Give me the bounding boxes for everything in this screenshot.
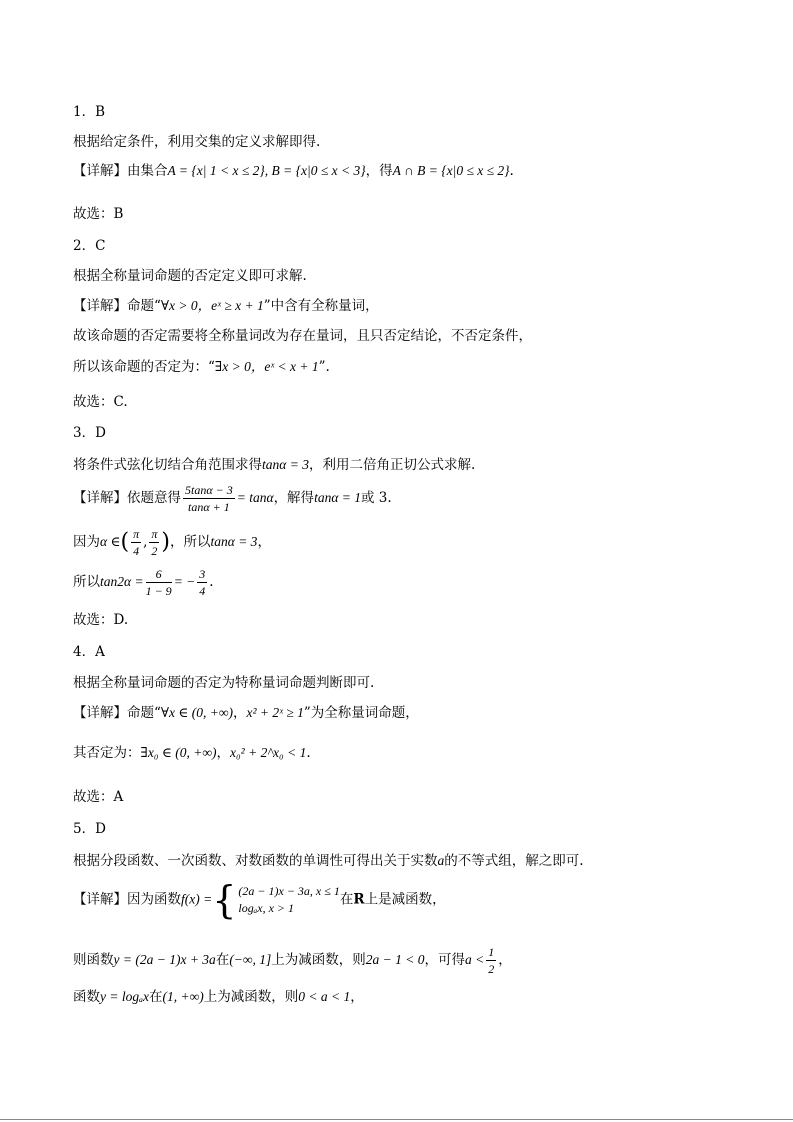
page-bottom-divider	[0, 1119, 793, 1120]
q1-hint: 根据给定条件，利用交集的定义求解即得.	[73, 134, 321, 150]
q3-fraction-1	[183, 484, 235, 513]
q3-line2: 因为α ∈( $\frac{\pi}{4}$ , $\frac{\pi}{2}$ )，所以tanα = 3，	[73, 527, 271, 558]
q3-frac1-num: 5tanα − 3	[185, 483, 233, 497]
q5-line2-math-4: a <	[465, 952, 485, 967]
detail-label: 【详解】	[73, 705, 127, 721]
q5-answer: 5．D	[73, 821, 106, 837]
q3-pi4-num: π	[133, 527, 140, 541]
q5-line3-math-1: y = logₐx	[100, 989, 150, 1004]
q3-fraction-3	[197, 568, 207, 597]
q4-choice: 故选：A	[73, 789, 124, 805]
q1-detail	[73, 164, 514, 179]
piecewise-brace: {	[212, 878, 237, 922]
q3-line3-math-1: tan2α =	[100, 574, 144, 589]
q3-frac3-den: 4	[199, 584, 206, 598]
q1-math-1: A = {x| 1 < x ≤ 2}, B = {x|0 ≤ x < 3}	[167, 163, 366, 178]
q3-fraction-2	[146, 568, 172, 597]
detail-label: 【详解】	[73, 298, 127, 314]
q3-frac2-den: 1 − 9	[145, 584, 172, 598]
q3-hint-math: tanα = 3	[262, 457, 309, 472]
q3-line3-math-2: = −	[173, 574, 196, 589]
q5-text-1: 因为函数	[127, 891, 181, 908]
q3-math-2: tanα = 1	[314, 490, 362, 505]
q2-choice: 故选：C.	[73, 394, 128, 410]
detail-label: 【详解】	[73, 490, 127, 506]
q3-frac3-num: 3	[199, 567, 206, 581]
q5-line2-math-2: (−∞, 1]	[229, 952, 272, 967]
q5-hint-text-1: 根据分段函数、一次函数、对数函数的单调性可得出关于实数	[73, 853, 438, 869]
q4-hint: 根据全称量词命题的否定为特称量词命题判断即可.	[73, 675, 375, 691]
q1-detail-text-1: 由集合	[127, 163, 168, 179]
q2-detail	[73, 299, 379, 314]
close-paren: )	[161, 529, 170, 555]
q4-text-1: 命题“	[127, 705, 161, 721]
q4-line2-math-1: ∃x₀ ∈ (0, +∞)	[140, 745, 217, 760]
q3-text-3: 或 3.	[361, 490, 392, 506]
q2-text-2: ”中含有全称量词，	[263, 298, 379, 314]
q3-line2-math-2: tanα = 3	[210, 534, 258, 549]
q3-text-2: ，解得	[273, 490, 315, 506]
q5-frac-half	[486, 946, 496, 975]
q1-detail-text-2: ，得	[365, 163, 393, 179]
q3-line2-math-1: α ∈	[100, 534, 121, 549]
detail-label: 【详解】	[73, 163, 127, 179]
q5-line3-text-2: 在	[149, 989, 163, 1005]
q3-pi2-den: 2	[151, 544, 158, 558]
q3-line2-text-1: 因为	[73, 534, 100, 550]
q2-line2: 故该命题的否定需要将全称量词改为存在量词，且只否定结论，不否定条件，	[73, 328, 532, 344]
q3-line2-text-2: ，所以	[169, 534, 211, 550]
q5-line3-text-3: 上为减函数，则	[203, 989, 299, 1005]
q3-text-1: 依题意得	[127, 490, 181, 506]
q5-line3-math-3: 0 < a < 1	[298, 989, 351, 1004]
q3-frac2-num: 6	[146, 568, 172, 583]
q3-line3-text: 所以	[73, 574, 100, 590]
q3-detail	[73, 484, 392, 513]
piece-2: logₐx, x > 1	[238, 901, 294, 915]
q1-choice: 故选：B	[73, 206, 124, 222]
q3-hint	[73, 458, 475, 473]
q3-frac1-den: tanα + 1	[188, 500, 230, 514]
q2-line3-math-1: ∃x > 0，	[214, 359, 265, 374]
q3-math-1: = tanα	[236, 490, 274, 505]
q5-text-3: 上是减函数，	[364, 891, 446, 908]
q2-line3-text: 所以该命题的否定为：“	[73, 359, 215, 375]
q2-math-1: ∀x > 0，	[160, 298, 212, 313]
q5-line2-text-3: 上为减函数，则	[271, 952, 366, 968]
q1-detail-end: .	[509, 163, 514, 179]
q5-line2	[73, 946, 512, 975]
q5-half-den: 2	[488, 962, 495, 976]
q2-math-2: eˣ ≥ x + 1	[211, 298, 264, 313]
q2-line3-math-2: eˣ < x + 1	[264, 359, 319, 374]
q3-answer: 3．D	[73, 425, 106, 441]
q5-line2-math-1: y = (2a − 1)x + 3a	[113, 952, 216, 967]
q4-math-1: ∀x ∈ (0, +∞)	[160, 705, 234, 720]
q5-line2-text-4: ，可得	[424, 952, 466, 968]
q5-text-2: 在	[339, 891, 354, 908]
q5-math-1: f(x) =	[181, 891, 213, 907]
q3-pi4-den: 4	[133, 544, 140, 558]
q5-hint-text-2: 的不等式组，解之即可.	[444, 853, 584, 869]
q4-line2-text-2: ，	[216, 745, 230, 761]
q1-answer: 1．B	[73, 104, 106, 120]
q2-text-1: 命题“	[127, 298, 161, 314]
piece-1: (2a − 1)x − 3a, x ≤ 1	[238, 884, 340, 898]
q5-hint-math: a	[437, 853, 445, 868]
real-numbers-symbol: R	[353, 891, 365, 908]
q5-hint	[73, 854, 584, 869]
q3-line3	[73, 568, 214, 597]
q2-answer: 2．C	[73, 238, 106, 254]
q3-hint-text-1: 将条件式弦化切结合角范围求得	[73, 457, 262, 473]
q3-hint-text-2: ，利用二倍角正切公式求解.	[308, 457, 476, 473]
q4-line2-text: 其否定为：	[73, 745, 141, 761]
q1-math-2: A ∩ B = {x|0 ≤ x ≤ 2}	[392, 163, 510, 178]
q4-line2	[73, 746, 311, 761]
q5-line2-math-3: 2a − 1 < 0	[365, 952, 425, 967]
q5-line3-end: ，	[350, 989, 364, 1005]
open-paren: (	[120, 529, 130, 555]
q3-pi2-num: π	[151, 527, 158, 541]
q4-detail	[73, 706, 419, 721]
q2-line3	[73, 360, 330, 375]
q5-half-num: 1	[488, 945, 495, 959]
q4-answer: 4．A	[73, 644, 105, 660]
q3-line3-end: .	[209, 574, 214, 590]
q4-line2-math-2: x₀² + 2^x₀ < 1	[229, 745, 307, 760]
q4-text-3: ”为全称量词命题，	[303, 705, 419, 721]
q3-line2-end: ，	[257, 534, 271, 550]
piecewise-cases	[238, 883, 339, 917]
q5-line2-end: ，	[498, 952, 512, 968]
q5-line3-math-2: (1, +∞)	[162, 989, 204, 1004]
q2-hint: 根据全称量词命题的否定定义即可求解.	[73, 268, 307, 284]
q5-detail	[73, 878, 446, 922]
q5-line2-text-1: 则函数	[73, 952, 114, 968]
q4-line2-end: .	[306, 745, 311, 761]
q3-choice: 故选：D.	[73, 612, 129, 628]
q5-line3-text-1: 函数	[73, 989, 100, 1005]
q2-line3-end: ”.	[318, 359, 330, 375]
q4-math-2: x² + 2ˣ ≥ 1	[246, 705, 304, 720]
q5-line2-text-2: 在	[215, 952, 230, 968]
q3-frac-pi4	[131, 528, 141, 557]
detail-label: 【详解】	[73, 891, 127, 908]
q3-frac-pi2	[149, 528, 159, 557]
q5-line3	[73, 990, 364, 1005]
q4-text-2: ，	[233, 705, 247, 721]
